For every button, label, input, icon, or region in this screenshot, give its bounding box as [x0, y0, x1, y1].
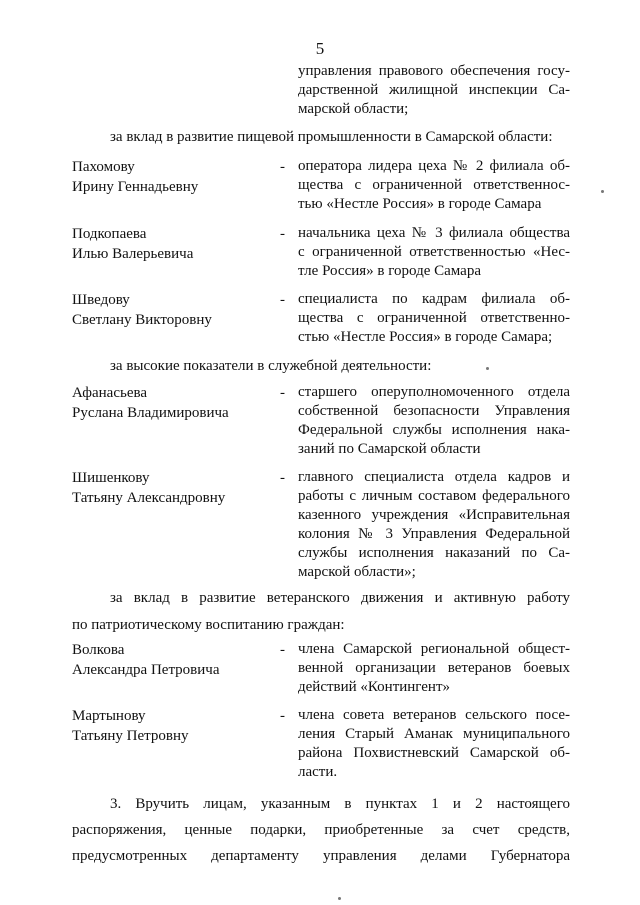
person-name: [72, 640, 272, 680]
dash-separator: -: [280, 642, 285, 658]
text-line: заний по Самарской области: [298, 441, 481, 457]
given-names: Ирину Геннадьевну: [72, 179, 199, 195]
text-line: предусмотренных департаменту управления делами Губернатора: [72, 848, 570, 864]
text-line: работы с личным составом федерального: [298, 488, 570, 504]
person-position: [298, 157, 570, 214]
continued-description: [298, 62, 570, 119]
text-line: ласти.: [298, 764, 338, 780]
person-position: [298, 383, 570, 459]
dash-separator: -: [280, 226, 285, 242]
text-line: щества с ограниченной ответственно-: [298, 310, 570, 326]
given-names: Татьяну Александровну: [72, 490, 226, 506]
text-line: оператора лидера цеха № 2 филиала об-: [298, 158, 570, 174]
text-line: управления правового обеспечения госу-: [298, 63, 570, 79]
surname: Пахомову: [72, 159, 135, 175]
dash-separator: -: [280, 159, 285, 175]
scan-speck: [338, 897, 341, 900]
person-name: [72, 157, 272, 197]
text-line: казенного учреждения «Исправительная: [298, 507, 570, 523]
text-line: марской области;: [298, 101, 409, 117]
person-position: [298, 640, 570, 697]
text-line: стью «Нестле Россия» в городе Самара;: [298, 329, 553, 345]
text-line: службы исполнения наказаний по Са-: [298, 545, 570, 561]
text-line: члена Самарской региональной общест-: [298, 641, 570, 657]
scan-speck: [486, 367, 489, 370]
text-line: района Похвистневский Самарской об-: [298, 745, 570, 761]
text-line: колония № 3 Управления Федеральной: [298, 526, 570, 542]
given-names: Илью Валерьевича: [72, 246, 194, 262]
text-line: главного специалиста отдела кадров и: [298, 469, 570, 485]
text-line: специалиста по кадрам филиала об-: [298, 291, 570, 307]
person-name: [72, 290, 272, 330]
person-position: [298, 468, 570, 582]
surname: Мартынову: [72, 708, 146, 724]
text-line: члена совета ветеранов сельского посе-: [298, 707, 570, 723]
dash-separator: -: [280, 292, 285, 308]
text-line: старшего оперуполномоченного отдела: [298, 384, 570, 400]
text-line: тью «Нестле Россия» в городе Самара: [298, 196, 542, 212]
person-position: [298, 706, 570, 782]
section-heading-veterans-continued: по патриотическому воспитанию граждан:: [72, 617, 345, 633]
text-line: 3. Вручить лицам, указанным в пунктах 1 и 2 настоящего: [110, 796, 570, 812]
dash-separator: -: [280, 470, 285, 486]
page-number: 5: [315, 39, 325, 58]
person-name: [72, 468, 272, 508]
text-line: Федеральной службы исполнения нака-: [298, 422, 570, 438]
section-heading-food-industry: за вклад в развитие пищевой промышленности в Самарской области:: [110, 129, 553, 145]
section-heading-veterans: за вклад в развитие ветеранского движения и активную работу: [110, 590, 570, 606]
text-line: тле Россия» в городе Самара: [298, 263, 481, 279]
surname: Афанасьева: [72, 385, 148, 401]
surname: Шведову: [72, 292, 130, 308]
text-line: распоряжения, ценные подарки, приобретенные за счет средств,: [72, 822, 570, 838]
text-line: собственной безопасности Управления: [298, 403, 570, 419]
paragraph-3: [72, 791, 570, 869]
text-line: щества с ограниченной ответственнос-: [298, 177, 570, 193]
given-names: Татьяну Петровну: [72, 728, 189, 744]
given-names: Светлану Викторовну: [72, 312, 212, 328]
person-name: [72, 383, 272, 423]
dash-separator: -: [280, 385, 285, 401]
person-position: [298, 224, 570, 281]
person-name: [72, 224, 272, 264]
text-line: дарственной жилищной инспекции Са-: [298, 82, 570, 98]
surname: Волкова: [72, 642, 125, 658]
text-line: начальника цеха № 3 филиала общества: [298, 225, 570, 241]
person-name: [72, 706, 272, 746]
scan-speck: [601, 190, 604, 193]
given-names: Александра Петровича: [72, 662, 220, 678]
given-names: Руслана Владимировича: [72, 405, 229, 421]
text-line: действий «Контингент»: [298, 679, 451, 695]
text-line: ления Старый Аманак муниципального: [298, 726, 570, 742]
surname: Шишенкову: [72, 470, 150, 486]
text-line: марской области»;: [298, 564, 416, 580]
person-position: [298, 290, 570, 347]
dash-separator: -: [280, 708, 285, 724]
surname: Подкопаева: [72, 226, 147, 242]
text-line: с ограниченной ответственностью «Нес-: [298, 244, 570, 260]
section-heading-service-performance: за высокие показатели в служебной деятельности:: [110, 358, 432, 374]
text-line: венной организации ветеранов боевых: [298, 660, 570, 676]
